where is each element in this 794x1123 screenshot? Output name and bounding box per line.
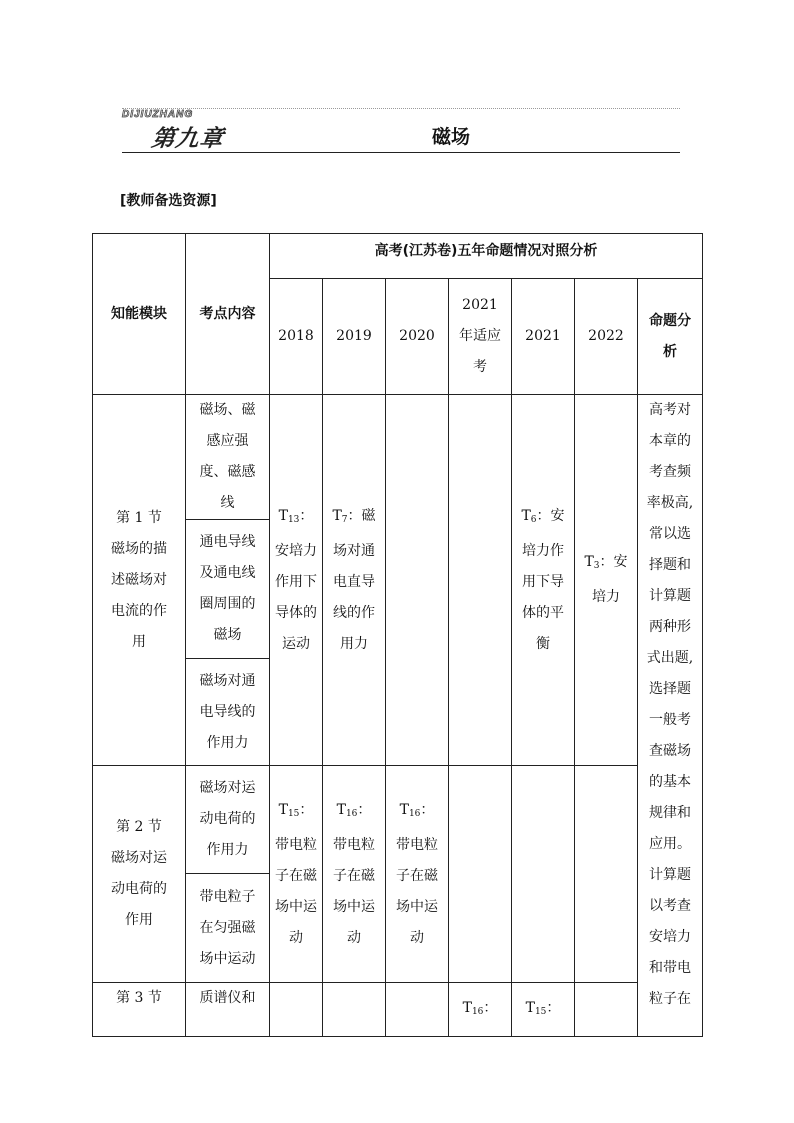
header-analysis: 命题分析 [638,279,703,395]
sec2-2018: $T_{15}$：带电粒子在磁场中运动 [270,766,323,983]
sec2-2021 [512,766,575,983]
exam-analysis-table [92,233,703,1037]
sec1-topic-3: 磁场对通电导线的作用力 [186,659,270,766]
sec2-topic-2: 带电粒子在匀强磁场中运动 [186,874,270,983]
chapter-header [122,108,680,154]
sec1-module: 第 1 节 磁场的描述磁场对电流的作用 [93,395,186,766]
header-2020: 2020 [386,279,449,395]
header-2022: 2022 [575,279,638,395]
sec3-2019 [323,983,386,1037]
header-module: 知能模块 [93,234,186,395]
sec1-topic-1: 磁场、磁感应强度、磁感线 [186,395,270,520]
resource-label: [教师备选资源] [120,193,217,209]
sec3-2022 [575,983,638,1037]
header-2018: 2018 [270,279,323,395]
sec3-2018 [270,983,323,1037]
header-2021: 2021 [512,279,575,395]
sec1-2022: $T_3$：安培力 [575,395,638,766]
sec2-2021-adapt [449,766,512,983]
sec3-2021: $T_{15}$： [512,983,575,1037]
sec1-2019: $T_7$：磁场对通电直导线的作用力 [323,395,386,766]
sec3-topic: 质谱仪和 [186,983,270,1037]
sec3-2021-adapt: $T_{16}$： [449,983,512,1037]
sec1-topic-2: 通电导线及通电线圈周围的磁场 [186,520,270,659]
header-rule [122,152,680,153]
sec1-2020 [386,395,449,766]
sec3-module: 第 3 节 [93,983,186,1037]
header-2019: 2019 [323,279,386,395]
header-2021-adapt: 2021年适应考 [449,279,512,395]
sec2-2022 [575,766,638,983]
header-dotted-rule [122,108,680,109]
sec2-topic-1: 磁场对运动电荷的作用力 [186,766,270,874]
chapter-pinyin: DIJIUZHANG [122,109,194,120]
sec2-2019: $T_{16}$：带电粒子在磁场中运动 [323,766,386,983]
analysis-text: 高考对本章的考查频率极高,常以选择题和计算题两种形式出题,选择题一般考查磁场的基本规律和应用。计算题以考查安培力和带电粒子在 [638,395,703,1037]
sec2-module: 第 2 节 磁场对运动电荷的作用 [93,766,186,983]
chapter-title: 磁场 [432,126,471,148]
sec1-2021: $T_6$：安培力作用下导体的平衡 [512,395,575,766]
header-content: 考点内容 [186,234,270,395]
chapter-number: 第九章 [149,126,226,152]
sec3-2020 [386,983,449,1037]
sec2-2020: $T_{16}$：带电粒子在磁场中运动 [386,766,449,983]
sec1-2021-adapt [449,395,512,766]
header-group: 高考(江苏卷)五年命题情况对照分析 [270,234,703,279]
sec1-2018: $T_{13}$：安培力作用下导体的运动 [270,395,323,766]
